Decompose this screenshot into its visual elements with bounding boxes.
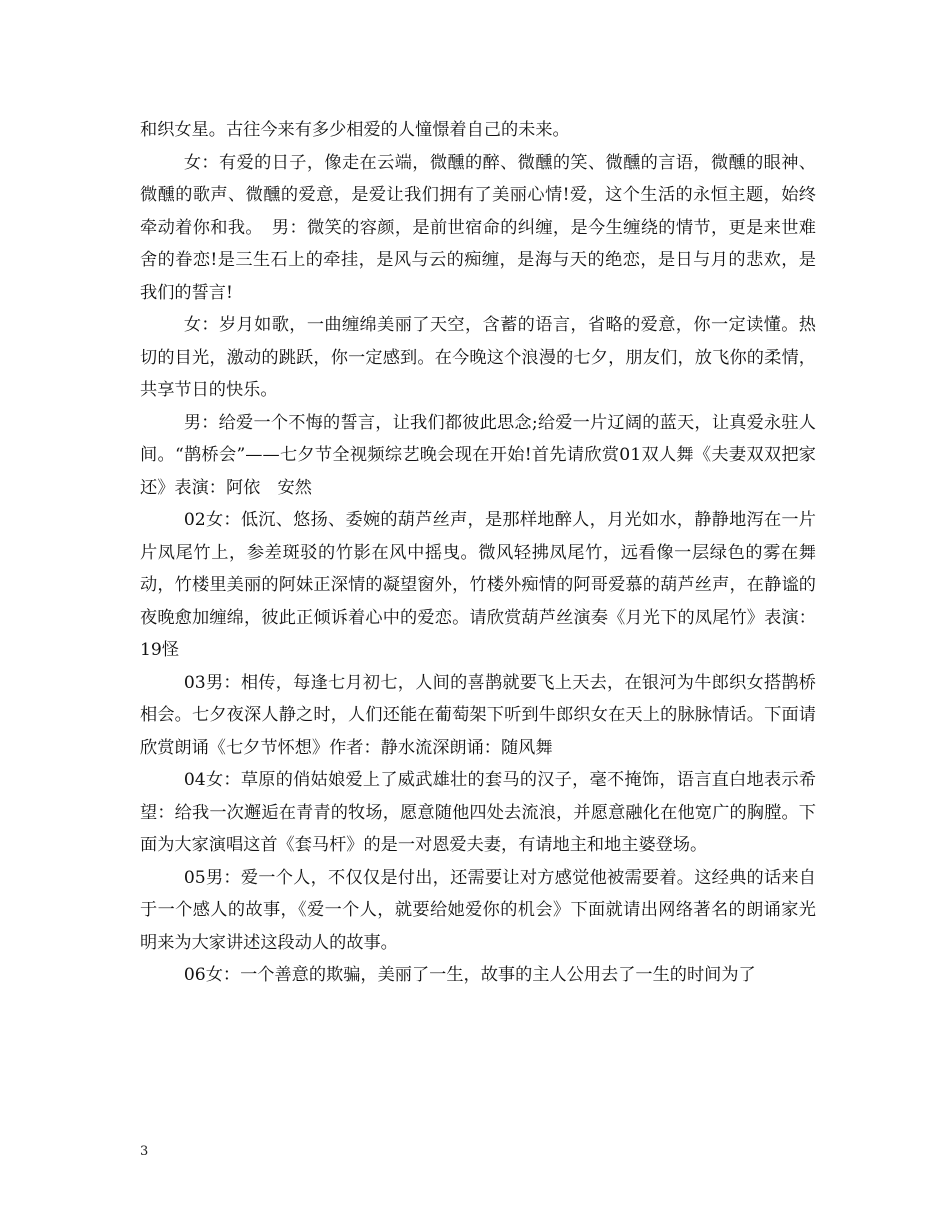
paragraph-5: 02女：低沉、悠扬、委婉的葫芦丝声，是那样地醉人，月光如水，静静地泻在一片片凤尾竹上，参差斑驳的竹影在风中摇曳。微风轻拂凤尾竹，远看像一层绿色的雾在舞动，竹楼里美丽的阿妹正深情的凝望窗外，竹楼外痴情的阿哥爱慕的葫芦丝声，在静谧的夜晚愈加缠绵，彼此正倾诉着心中的爱恋。请欣赏葫芦丝演奏《月光下的凤尾竹》表演：19怪 (140, 510, 816, 660)
paragraph-1: 和织女星。古往今来有多少相爱的人憧憬着自己的未来。 (140, 120, 570, 140)
paragraph-4: 男：给爱一个不悔的誓言，让我们都彼此思念;给爱一片辽阔的蓝天，让真爱永驻人间。“鹊桥会”——七夕节全视频综艺晚会现在开始!首先请欣赏01双人舞《夫妻双双把家还》表演：阿依 安然 (140, 412, 816, 498)
paragraph-3: 女：岁月如歌，一曲缠绵美丽了天空，含蓄的语言，省略的爱意，你一定读懂。热切的目光，激动的跳跃，你一定感到。在今晚这个浪漫的七夕，朋友们，放飞你的柔情，共享节日的快乐。 (140, 315, 816, 400)
paragraph-9: 06女：一个善意的欺骗，美丽了一生，故事的主人公用去了一生的时间为了 (183, 965, 756, 985)
paragraph-6: 03男：相传，每逢七月初七，人间的喜鹊就要飞上天去，在银河为牛郎织女搭鹊桥相会。七夕夜深人静之时，人们还能在葡萄架下听到牛郎织女在天上的脉脉情话。下面请欣赏朗诵《七夕节怀想》作者：静水流深朗诵：随风舞 (140, 672, 816, 758)
paragraph-8: 05男：爱一个人，不仅仅是付出，还需要让对方感觉他被需要着。这经典的话来自于一个感人的故事，《爱一个人，就要给她爱你的机会》下面就请出网络著名的朗诵家光明来为大家讲述这段动人的故事。 (140, 867, 816, 953)
paragraph-2: 女：有爱的日子，像走在云端，微醺的醉、微醺的笑、微醺的言语，微醺的眼神、微醺的歌声、微醺的爱意，是爱让我们拥有了美丽心情!爱，这个生活的永恒主题，始终牵动着你和我。 男：微笑的容颜，是前世宿命的纠缠，是今生缠绕的情节，更是来世难舍的眷恋!是三生石上的牵挂，是风与云的痴缠，是海与天的绝恋，是日与月的悲欢，是我们的誓言! (140, 152, 816, 303)
page-number: 3 (140, 1144, 149, 1159)
paragraph-7: 04女：草原的俏姑娘爱上了威武雄壮的套马的汉子，毫不掩饰，语言直白地表示希望：给我一次邂逅在青青的牧场，愿意随他四处去流浪，并愿意融化在他宽广的胸膛。下面为大家演唱这首《套马杆》的是一对恩爱夫妻，有请地主和地主婆登场。 (140, 770, 816, 855)
document-body (140, 114, 816, 992)
